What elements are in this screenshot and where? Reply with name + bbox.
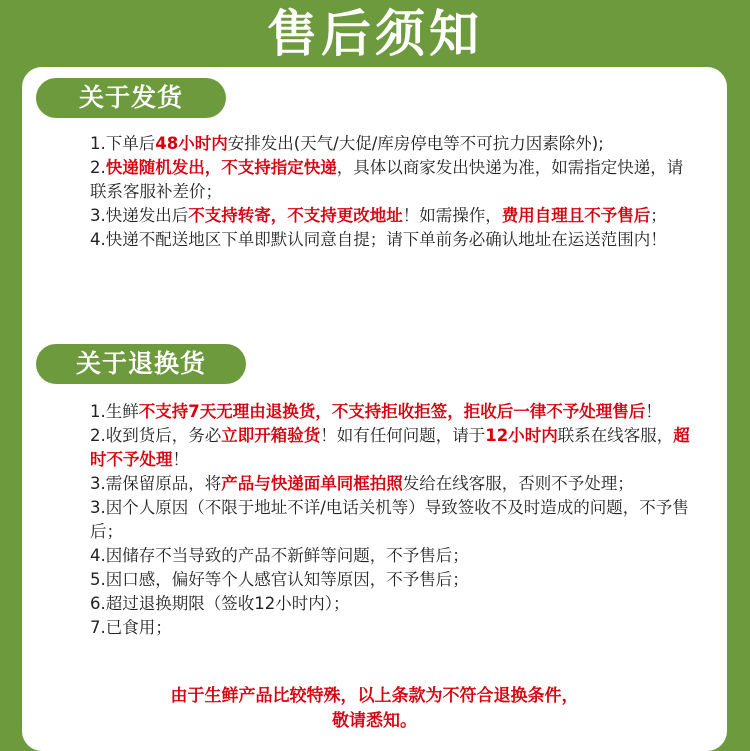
shipping-rule-highlight: 不支持转寄，不支持更改地址 [188,206,403,225]
returns-rule-text: 7.已食用； [90,618,172,637]
shipping-rule-text: ，具体以商家发出快递为准，如需指定快递，请联系客服补差价； [90,158,684,201]
shipping-rule [90,156,690,204]
returns-rule-highlight: 不支持7天无理由退换货，不支持拒收拒签，拒收后一律不予处理售后 [138,402,646,421]
returns-rule-text: ！ [172,450,189,469]
returns-rule-text: 2.收到货后，务必 [90,426,222,445]
shipping-rule-text: ！如需操作， [402,206,502,225]
returns-rule [90,592,690,616]
shipping-rule-text: 4.快递不配送地区下单即默认同意自提；请下单前务必确认地址在运送范围内！ [90,230,667,249]
shipping-rule-text: 安排发出(天气/大促/库房停电等不可抗力因素除外); [227,134,604,153]
returns-note [22,684,727,734]
shipping-rule-text: 1.下单后 [90,134,156,153]
shipping-rule-highlight: 快递随机发出，不支持指定快递 [105,158,337,177]
returns-rule-text: 3.因个人原因（不限于地址不详/电话关机等）导致签收不及时造成的问题，不予售后； [90,498,689,541]
returns-rule-text: 1.生鲜 [90,402,139,421]
shipping-rules [90,132,690,252]
returns-rule [90,472,690,496]
page-title: 售后须知 [267,5,483,63]
returns-note-line: 敬请悉知。 [332,711,417,731]
shipping-rule-highlight: 48小时内 [155,134,228,153]
returns-rule-text: 联系在线客服， [557,426,674,445]
returns-rule-text: ！ [645,402,662,421]
returns-rule-highlight: 超时不予处理 [90,426,690,469]
shipping-rule-text: 3.快递发出后 [90,206,189,225]
shipping-rule-text: ； [650,206,667,225]
shipping-rule [90,204,690,228]
returns-rules [90,400,690,640]
returns-rule [90,424,690,472]
notice-panel [22,67,727,751]
returns-rule-text: 4.因储存不当导致的产品不新鲜等问题，不予售后； [90,546,469,565]
returns-rule [90,400,690,424]
returns-rule [90,568,690,592]
shipping-rule-highlight: 费用自理且不予售后 [501,206,651,225]
returns-rule-text: ！如有任何问题，请于 [320,426,486,445]
returns-rule-highlight: 立即开箱验货 [221,426,321,445]
shipping-rule [90,132,690,156]
returns-rule [90,616,690,640]
returns-rule [90,544,690,568]
shipping-rule [90,228,690,252]
returns-rule-text: 5.因口感，偏好等个人感官认知等原因，不予售后； [90,570,469,589]
shipping-heading: 关于发货 [36,78,226,118]
returns-note-line: 由于生鲜产品比较特殊，以上条款为不符合退换条件， [170,686,579,706]
returns-rule-highlight: 12小时内 [485,426,558,445]
returns-rule-text: 3.需保留原品，将 [90,474,222,493]
returns-heading: 关于退换货 [36,344,246,384]
shipping-rule-text: 2. [90,158,106,177]
returns-rule-highlight: 产品与快递面单同框拍照 [221,474,403,493]
returns-rule-text: 发给在线客服，否则不予处理； [402,474,634,493]
returns-rule [90,496,690,544]
returns-rule-text: 6.超过退换期限（签收12小时内）； [90,594,350,613]
